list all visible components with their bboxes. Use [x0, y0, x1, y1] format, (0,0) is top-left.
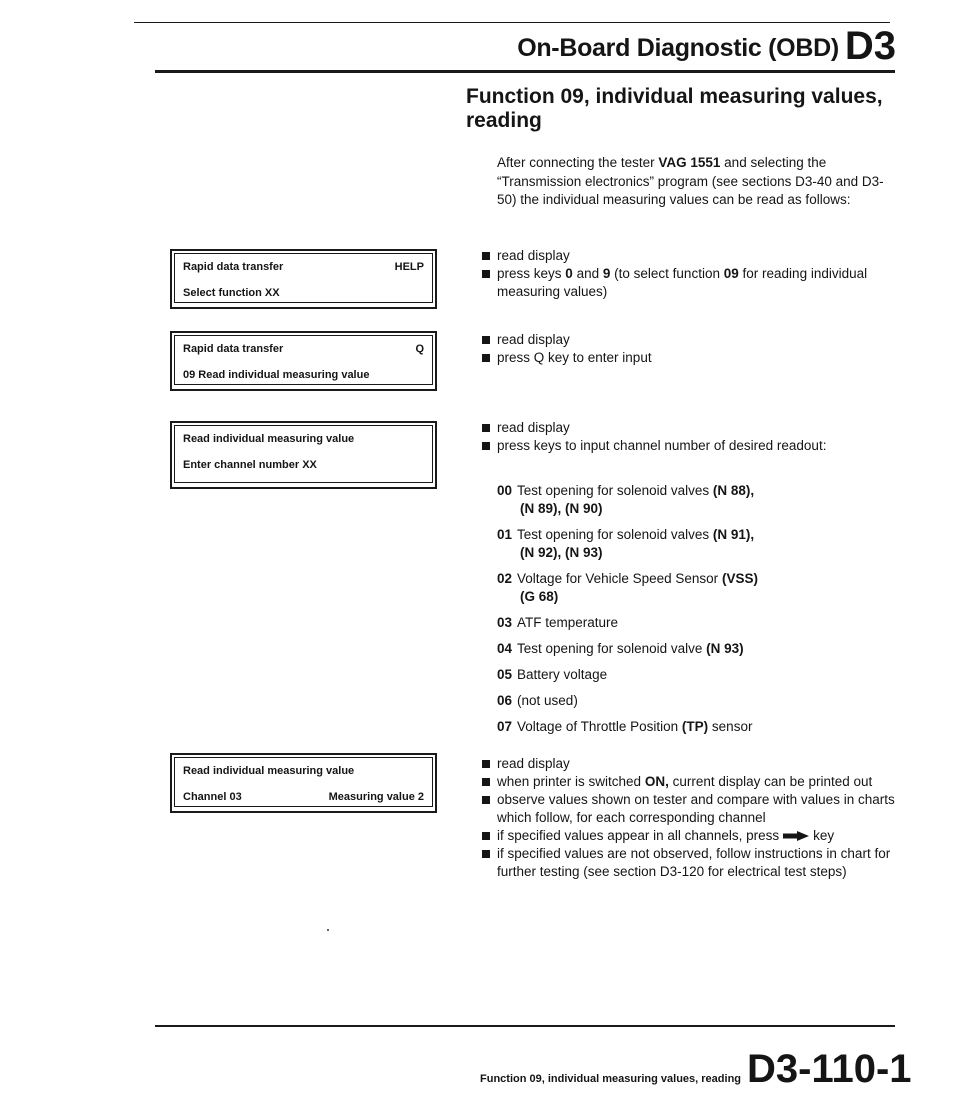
channel-item: 02 Voltage for Vehicle Speed Sensor (VSS) (G 68)	[497, 571, 758, 604]
channel-item: 06 (not used)	[497, 693, 578, 708]
display-line-1: Read individual measuring value	[183, 765, 355, 777]
step-2-bullet-2: press Q key to enter input	[482, 349, 902, 367]
header-title: On-Board Diagnostic (OBD)	[517, 34, 839, 62]
channel-item: 01 Test opening for solenoid valves (N 91), (N 92), (N 93)	[497, 527, 755, 560]
display-box-2	[170, 331, 437, 391]
footer-rule	[155, 1025, 895, 1027]
channel-item: 03 ATF temperature	[497, 615, 619, 630]
intro-paragraph: After connecting the tester VAG 1551 and selecting the “Transmission electronics” program (see sections D3-40 and D3-50) the individual measuring values can be read as follows:	[497, 155, 884, 207]
scan-speck	[327, 929, 329, 931]
arrow-key-icon	[783, 831, 809, 841]
display-help: HELP	[394, 261, 424, 273]
step-1-bullet-1: read display	[482, 247, 902, 265]
page-header	[496, 24, 896, 69]
step-4	[482, 755, 902, 881]
channel-list	[497, 482, 897, 744]
top-rule	[134, 22, 890, 23]
display-q: Q	[415, 343, 424, 355]
step-2	[482, 331, 902, 367]
display-box-1	[170, 249, 437, 309]
display-box-3	[170, 421, 437, 489]
display-line-2: Select function XX	[183, 287, 280, 299]
step-4-bullet-2: when printer is switched ON, current display can be printed out	[482, 773, 902, 791]
step-1-bullet-2: press keys 0 and 9 (to select function 09 for reading individual measuring values)	[482, 265, 902, 301]
step-3	[482, 419, 902, 455]
display-line-2: Enter channel number XX	[183, 459, 317, 471]
footer-page-code: D3-110-1	[747, 1047, 912, 1091]
step-2-bullet-1: read display	[482, 331, 902, 349]
display-line-1: Rapid data transfer	[183, 261, 284, 273]
channel-item: 04 Test opening for solenoid valve (N 93)	[497, 641, 744, 656]
display-box-4	[170, 753, 437, 813]
display-line-1: Rapid data transfer	[183, 343, 284, 355]
display-channel: Channel 03	[183, 791, 242, 803]
channel-item: 05 Battery voltage	[497, 667, 608, 682]
step-4-bullet-4: if specified values appear in all channels, press key	[482, 827, 902, 845]
step-4-bullet-5: if specified values are not observed, follow instructions in chart for further testing (see section D3-120 for electrical test steps)	[482, 845, 902, 881]
display-value: Measuring value 2	[328, 791, 424, 803]
step-4-bullet-3: observe values shown on tester and compare with values in charts which follow, for each corresponding channel	[482, 791, 902, 827]
step-4-bullet-1: read display	[482, 755, 902, 773]
header-underline	[155, 70, 895, 73]
display-line-1: Read individual measuring value	[183, 433, 355, 445]
channel-item: 07 Voltage of Throttle Position (TP) sensor	[497, 719, 753, 734]
header-code: D3	[844, 24, 896, 68]
tester-name: VAG 1551	[658, 155, 721, 170]
step-3-bullet-2: press keys to input channel number of desired readout:	[482, 437, 902, 455]
step-3-bullet-1: read display	[482, 419, 902, 437]
step-1	[482, 247, 902, 301]
display-line-2: 09 Read individual measuring value	[183, 369, 370, 381]
section-title: Function 09, individual measuring values, reading	[466, 85, 883, 132]
channel-item: 00 Test opening for solenoid valves (N 88), (N 89), (N 90)	[497, 483, 755, 516]
footer-title: Function 09, individual measuring values, reading	[480, 1073, 742, 1085]
